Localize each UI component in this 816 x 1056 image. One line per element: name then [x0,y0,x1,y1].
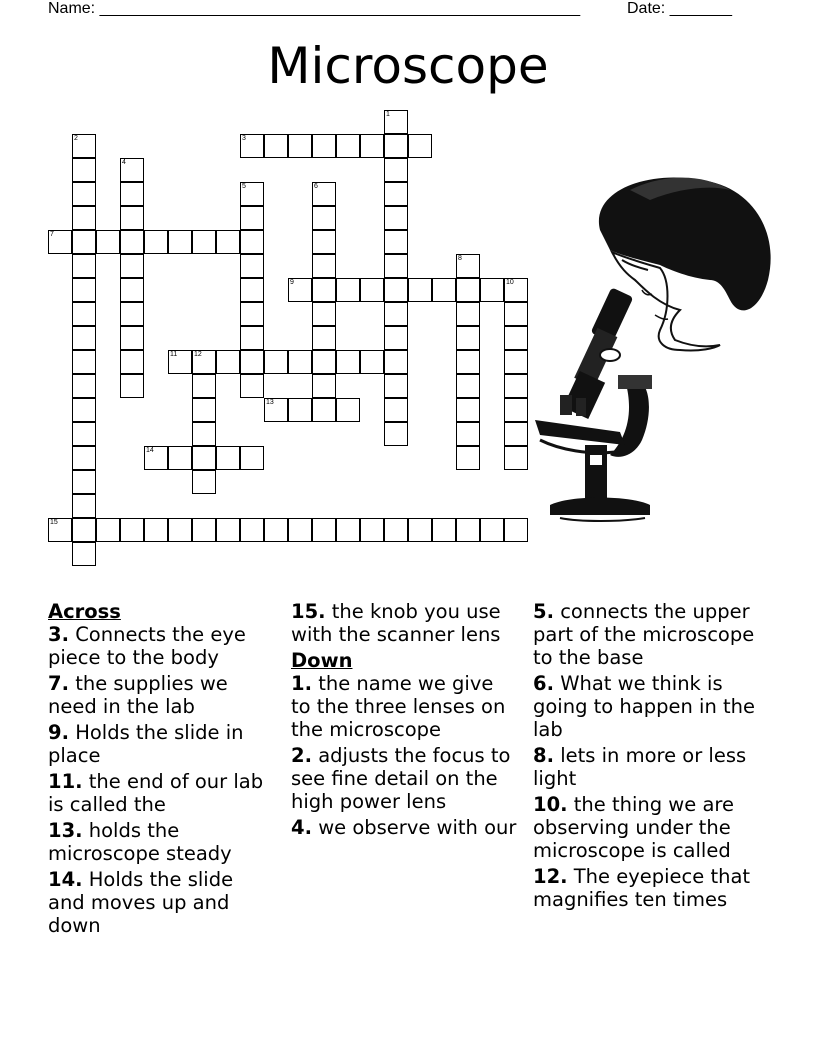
grid-cell[interactable] [336,518,360,542]
grid-cell[interactable] [504,278,528,302]
grid-cell[interactable] [120,182,144,206]
grid-cell[interactable] [240,374,264,398]
grid-cell[interactable] [504,398,528,422]
grid-cell[interactable] [384,350,408,374]
grid-cell[interactable] [72,182,96,206]
grid-cell[interactable] [504,446,528,470]
clue-across-13: 13. holds the microscope steady [48,819,232,865]
grid-cell[interactable] [504,326,528,350]
grid-cell[interactable] [312,206,336,230]
grid-cell[interactable] [456,254,480,278]
grid-cell[interactable] [384,302,408,326]
grid-cell[interactable] [168,230,192,254]
clue-down-4: 4. we observe with our [291,816,517,839]
clue-number: 2 [74,135,78,142]
grid-cell[interactable] [456,278,480,302]
grid-cell[interactable] [216,446,240,470]
grid-cell[interactable] [72,398,96,422]
clue-number: 15 [50,519,58,526]
clue-across-11: 11. the end of our lab is called the [48,770,264,816]
clue-across-9: 9. Holds the slide in place [48,721,244,767]
grid-cell[interactable] [72,446,96,470]
grid-cell[interactable] [312,398,336,422]
clue-down-12: 12. The eyepiece that magnifies ten times [533,865,751,911]
grid-cell[interactable] [432,518,456,542]
grid-cell[interactable] [240,278,264,302]
grid-cell[interactable] [312,230,336,254]
clue-number: 11 [170,351,178,358]
grid-cell[interactable] [384,278,408,302]
grid-cell[interactable] [72,278,96,302]
grid-cell[interactable] [72,422,96,446]
clue-number: 4 [122,159,126,166]
grid-cell[interactable] [384,518,408,542]
grid-cell[interactable] [504,422,528,446]
grid-cell[interactable] [120,206,144,230]
clue-number: 8 [458,255,462,262]
grid-cell[interactable] [312,254,336,278]
clue-down-10: 10. the thing we are observing under the microscope is called [533,793,734,862]
grid-cell[interactable] [408,134,432,158]
grid-cell[interactable] [120,374,144,398]
grid-cell[interactable] [264,518,288,542]
grid-cell[interactable] [72,134,96,158]
grid-cell[interactable] [288,518,312,542]
clue-down-8: 8. lets in more or less light [533,744,747,790]
grid-cell[interactable] [120,254,144,278]
clue-across-15: 15. the knob you use with the scanner lens [291,600,501,646]
grid-cell[interactable] [456,326,480,350]
name-label: Name: [48,0,96,17]
grid-cell[interactable] [192,350,216,374]
grid-cell[interactable] [192,398,216,422]
grid-cell[interactable] [216,350,240,374]
clue-number: 5 [242,183,246,190]
grid-cell[interactable] [264,350,288,374]
grid-cell[interactable] [456,350,480,374]
clue-number: 6 [314,183,318,190]
grid-cell[interactable] [240,182,264,206]
grid-cell[interactable] [240,350,264,374]
grid-cell[interactable] [288,398,312,422]
grid-cell[interactable] [240,134,264,158]
clue-across-7: 7. the supplies we need in the lab [48,672,228,718]
grid-cell[interactable] [192,470,216,494]
grid-cell[interactable] [72,518,96,542]
grid-cell[interactable] [72,470,96,494]
grid-cell[interactable] [456,422,480,446]
clue-across-3: 3. Connects the eye piece to the body [48,623,246,669]
grid-cell[interactable] [312,374,336,398]
name-line: ______________________________________________________ [99,0,581,17]
clue-down-5: 5. connects the upper part of the microscope to the base [533,600,755,669]
grid-cell[interactable] [96,230,120,254]
grid-cell[interactable] [168,446,192,470]
grid-cell[interactable] [360,350,384,374]
clue-number: 3 [242,135,246,142]
grid-cell[interactable] [192,446,216,470]
grid-cell[interactable] [384,134,408,158]
grid-cell[interactable] [312,182,336,206]
grid-cell[interactable] [120,326,144,350]
grid-cell[interactable] [72,254,96,278]
grid-cell[interactable] [48,230,72,254]
grid-cell[interactable] [504,518,528,542]
grid-cell[interactable] [480,518,504,542]
grid-cell[interactable] [360,134,384,158]
grid-cell[interactable] [72,542,96,566]
grid-cell[interactable] [240,206,264,230]
grid-cell[interactable] [288,278,312,302]
grid-cell[interactable] [384,254,408,278]
clue-across-14: 14. Holds the slide and moves up and down [48,868,234,937]
clue-number: 13 [266,399,274,406]
grid-cell[interactable] [120,158,144,182]
clue-number: 12 [194,351,202,358]
grid-cell[interactable] [384,206,408,230]
microscope-woman-illustration [530,170,780,530]
clue-down-2: 2. adjusts the focus to see fine detail on the high power lens [291,744,511,813]
grid-cell[interactable] [72,494,96,518]
grid-cell[interactable] [192,374,216,398]
grid-cell[interactable] [120,278,144,302]
grid-cell[interactable] [384,326,408,350]
grid-cell[interactable] [264,398,288,422]
grid-cell[interactable] [168,518,192,542]
grid-cell[interactable] [288,350,312,374]
grid-cell[interactable] [456,302,480,326]
clues-column-1 [48,600,273,940]
grid-cell[interactable] [384,374,408,398]
grid-cell[interactable] [96,518,120,542]
grid-cell[interactable] [360,518,384,542]
grid-cell[interactable] [504,350,528,374]
grid-cell[interactable] [336,398,360,422]
grid-cell[interactable] [72,158,96,182]
grid-cell[interactable] [432,278,456,302]
grid-cell[interactable] [240,326,264,350]
grid-cell[interactable] [168,350,192,374]
grid-cell[interactable] [504,302,528,326]
page-title: Microscope [267,37,549,95]
down-heading: Down [291,649,353,672]
clue-number: 1 [386,111,390,118]
grid-cell[interactable] [144,230,168,254]
grid-cell[interactable] [48,518,72,542]
clue-number: 14 [146,447,154,454]
grid-cell[interactable] [384,182,408,206]
clue-down-1: 1. the name we give to the three lenses on the microscope [291,672,506,741]
clue-number: 9 [290,279,294,286]
clue-number: 7 [50,231,54,238]
grid-cell[interactable] [312,302,336,326]
grid-cell[interactable] [240,254,264,278]
clue-number: 10 [506,279,514,286]
grid-cell[interactable] [120,350,144,374]
grid-cell[interactable] [240,446,264,470]
grid-cell[interactable] [72,230,96,254]
grid-cell[interactable] [72,350,96,374]
grid-cell[interactable] [192,230,216,254]
grid-cell[interactable] [72,374,96,398]
grid-cell[interactable] [120,230,144,254]
grid-cell[interactable] [144,518,168,542]
grid-cell[interactable] [336,278,360,302]
date-label: Date: [627,0,666,17]
grid-cell[interactable] [72,206,96,230]
grid-cell[interactable] [120,518,144,542]
date-line: _______ [669,0,732,17]
grid-cell[interactable] [456,398,480,422]
grid-cell[interactable] [72,326,96,350]
grid-cell[interactable] [504,374,528,398]
grid-cell[interactable] [192,422,216,446]
grid-cell[interactable] [312,518,336,542]
grid-cell[interactable] [312,350,336,374]
grid-cell[interactable] [240,230,264,254]
clue-down-6: 6. What we think is going to happen in the lab [533,672,756,741]
grid-cell[interactable] [480,278,504,302]
grid-cell[interactable] [384,110,408,134]
grid-cell[interactable] [456,518,480,542]
grid-cell[interactable] [216,518,240,542]
across-heading: Across [48,600,121,623]
grid-cell[interactable] [384,230,408,254]
grid-cell[interactable] [360,278,384,302]
grid-cell[interactable] [408,278,432,302]
clues-column-2 [291,600,519,842]
grid-cell[interactable] [240,302,264,326]
grid-cell[interactable] [336,134,360,158]
grid-cell[interactable] [240,518,264,542]
grid-cell[interactable] [456,374,480,398]
grid-cell[interactable] [408,518,432,542]
grid-cell[interactable] [336,350,360,374]
grid-cell[interactable] [312,326,336,350]
grid-cell[interactable] [384,158,408,182]
grid-cell[interactable] [456,446,480,470]
grid-cell[interactable] [120,302,144,326]
grid-cell[interactable] [264,134,288,158]
grid-cell[interactable] [192,518,216,542]
grid-cell[interactable] [384,398,408,422]
grid-cell[interactable] [72,302,96,326]
grid-cell[interactable] [312,134,336,158]
grid-cell[interactable] [288,134,312,158]
grid-cell[interactable] [312,278,336,302]
clues-column-3 [533,600,773,914]
grid-cell[interactable] [384,422,408,446]
grid-cell[interactable] [144,446,168,470]
grid-cell[interactable] [216,230,240,254]
